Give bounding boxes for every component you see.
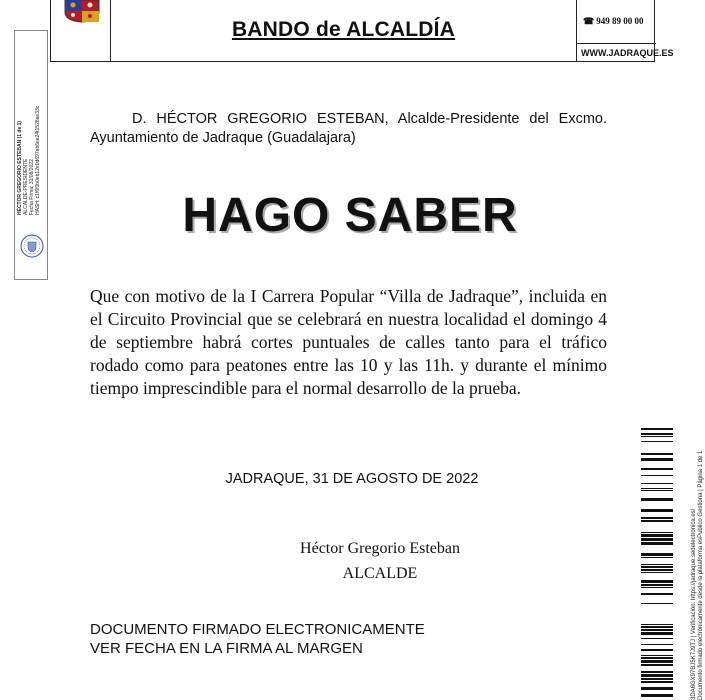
- barcode-bar: [641, 664, 673, 666]
- signature-line-4: HASH: c1f6f0b0eb12e0d697ab6ee24t1528ae33c: [35, 105, 41, 215]
- barcode-bar: [641, 687, 673, 690]
- barcode-bar: [641, 517, 673, 519]
- barcode-bar: [641, 553, 673, 556]
- barcode-bar: [641, 603, 673, 604]
- verification-text: [691, 400, 705, 700]
- contact-divider: [577, 43, 656, 44]
- phone-number: [583, 16, 643, 27]
- barcode-bar: [641, 458, 673, 461]
- footnote-line-1: DOCUMENTO FIRMADO ELECTRONICAMENTE: [90, 621, 425, 638]
- title-cell: [111, 0, 577, 61]
- footnote-line-2: VER FECHA EN LA FIRMA AL MARGEN: [90, 640, 363, 657]
- barcode-bar: [641, 644, 673, 645]
- barcode-bar: [641, 557, 673, 558]
- barcode-bar: [641, 572, 673, 573]
- barcode-bar: [641, 569, 673, 571]
- barcode-bar: [641, 436, 673, 437]
- barcode-bar: [641, 629, 673, 631]
- verification-line-2: Documento firmado electrónicamente desde la plataforma esPublico Gestiona | Página 1 de 1: [698, 450, 704, 700]
- logo-cell: [51, 0, 111, 61]
- barcode-bar: [641, 671, 673, 673]
- barcode-bar: [641, 475, 673, 476]
- barcode-bar: [641, 532, 673, 533]
- barcode-bar: [641, 678, 673, 680]
- barcode-bar: [641, 632, 673, 635]
- barcode-bar: [641, 624, 673, 625]
- barcode-bar: [641, 498, 673, 501]
- electronic-signature-note: [90, 620, 425, 658]
- document-header: [50, 0, 674, 62]
- signature-line-3: Fecha Firma: 31/08/2022: [29, 159, 35, 215]
- barcode-bar: [641, 593, 673, 595]
- barcode-icon: [641, 428, 673, 700]
- barcode-bar: [641, 681, 673, 683]
- barcode-bar: [641, 534, 673, 537]
- verification-line-1: 3DA6GX97BJ5K7J9TJ | Verificación: https://jadraque.sedelectronica.es/: [691, 508, 697, 700]
- barcode-bar: [641, 542, 673, 545]
- document-date: JADRAQUE, 31 DE AGOSTO DE 2022: [225, 471, 479, 487]
- barcode-bar: [641, 674, 673, 677]
- signer-name: Héctor Gregorio Esteban: [300, 540, 460, 557]
- barcode-bar: [641, 655, 673, 656]
- barcode-bar: [641, 626, 673, 628]
- intro-paragraph: D. HÉCTOR GREGORIO ESTEBAN, Alcalde-Presidente del Excmo. Ayuntamiento de Jadraque (Guadalajara): [90, 111, 607, 146]
- barcode-bar: [641, 490, 673, 491]
- barcode-bar: [641, 566, 673, 568]
- telephone-icon: ☎: [583, 16, 595, 26]
- barcode-bar: [641, 657, 673, 659]
- barcode-bar: [641, 433, 673, 435]
- website-link[interactable]: WWW.JADRAQUE.ES: [581, 48, 674, 58]
- contact-cell: [577, 0, 674, 61]
- barcode-bar: [641, 638, 673, 639]
- barcode-bar: [641, 428, 673, 430]
- signature-line-1: HÉCTOR GREGORIO ESTEBAN (1 de 1): [17, 120, 23, 215]
- barcode-bar: [641, 468, 673, 470]
- page-title: BANDO de ALCALDÍA: [231, 18, 456, 41]
- barcode-bar: [641, 580, 673, 583]
- signer-role: ALCALDE: [342, 565, 418, 582]
- barcode-bar: [641, 483, 673, 484]
- phone-text: 949 89 00 00: [596, 16, 644, 26]
- barcode-bar: [641, 509, 673, 512]
- barcode-bar: [641, 584, 673, 586]
- barcode-bar: [641, 649, 673, 651]
- barcode-bar: [641, 453, 673, 455]
- main-heading: HAGO SABER: [182, 189, 518, 242]
- barcode-bar: [641, 488, 673, 489]
- barcode-bar: [641, 538, 673, 541]
- barcode-bar: [641, 520, 673, 522]
- signature-line-2: ALCALDE-PRESIDENTE: [23, 158, 29, 215]
- barcode-bar: [641, 660, 673, 663]
- barcode-bar: [641, 441, 673, 442]
- announcement-body: Que con motivo de la I Carrera Popular “Villa de Jadraque”, incluida en el Circuito Provincial que se celebrará en nuestra localidad el domingo 4 de septiembre habrá cortes puntuales de calles tanto para el tráfico rodado como para peatones entre las 10 y las 11h. y durante el mínimo tiempo imprescindible para el normal desarrollo de la prueba.: [90, 286, 607, 398]
- barcode-bar: [641, 564, 673, 565]
- coat-of-arms-icon: [63, 0, 101, 22]
- barcode-bar: [641, 694, 673, 697]
- barcode-bar: [641, 587, 673, 588]
